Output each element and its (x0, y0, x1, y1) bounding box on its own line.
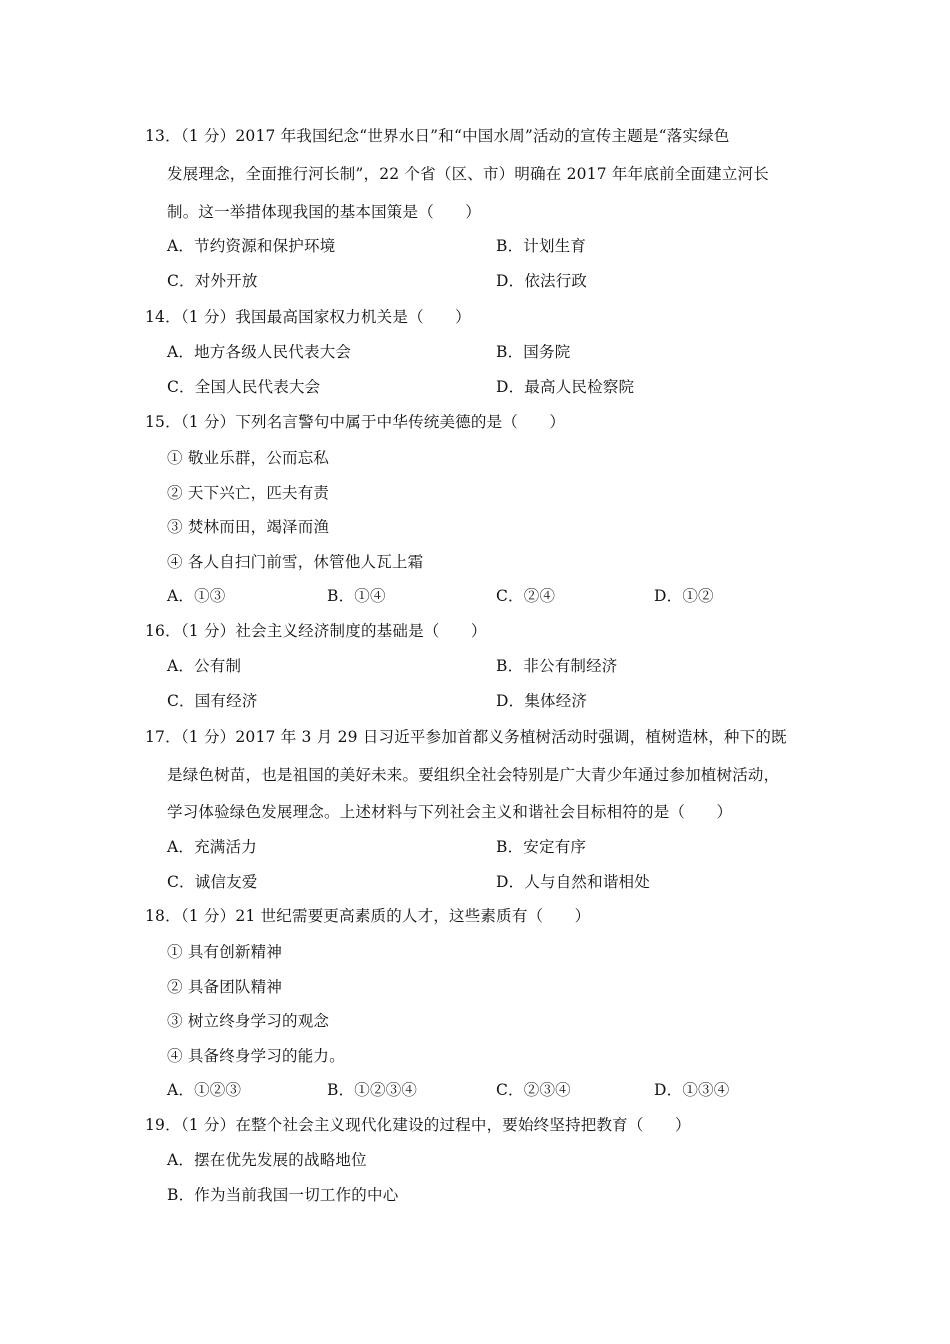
question-stem-line: 制。这一举措体现我国的基本国策是（ ） (167, 203, 482, 221)
option-b: B．作为当前我国一切工作的中心 (167, 1186, 399, 1204)
option-b: B．①④ (327, 587, 386, 605)
statement-item: ④ 具备终身学习的能力。 (167, 1047, 345, 1065)
option-a: A．地方各级人民代表大会 (167, 343, 352, 361)
question-stem-line: 19．（1 分）在整个社会主义现代化建设的过程中，要始终坚持把教育（ ） (145, 1116, 691, 1134)
option-b: B．计划生育 (496, 237, 587, 255)
question-stem-line: 16．（1 分）社会主义经济制度的基础是（ ） (145, 622, 487, 640)
option-c: C．全国人民代表大会 (167, 378, 321, 396)
option-d: D．最高人民检察院 (496, 378, 635, 396)
option-a: A．摆在优先发展的战略地位 (167, 1151, 367, 1169)
statement-item: ④ 各人自扫门前雪，休管他人瓦上霜 (167, 553, 424, 571)
statement-item: ① 具有创新精神 (167, 943, 283, 961)
option-a: A．节约资源和保护环境 (167, 237, 336, 255)
option-a: A．①②③ (167, 1081, 242, 1099)
option-c: C．对外开放 (167, 272, 258, 290)
option-b: B．安定有序 (496, 838, 587, 856)
question-stem-line: 学习体验绿色发展理念。上述材料与下列社会主义和谐社会目标相符的是（ ） (167, 803, 733, 821)
statement-item: ② 具备团队精神 (167, 978, 283, 996)
question-stem-line: 17．（1 分）2017 年 3 月 29 日习近平参加首都义务植树活动时强调，植树造林，种下的既 (145, 728, 787, 746)
option-b: B．国务院 (496, 343, 571, 361)
option-c: C．②④ (496, 587, 556, 605)
question-stem-line: 13．（1 分）2017 年我国纪念“世界水日”和“中国水周”活动的宣传主题是“落实绿色 (145, 127, 730, 145)
option-d: D．①② (654, 587, 714, 605)
question-stem-line: 是绿色树苗，也是祖国的美好未来。要组织全社会特别是广大青少年通过参加植树活动， (167, 766, 780, 784)
option-c: C．②③④ (496, 1081, 571, 1099)
statement-item: ① 敬业乐群，公而忘私 (167, 449, 330, 467)
option-d: D．依法行政 (496, 272, 588, 290)
question-stem-line: 15．（1 分）下列名言警句中属于中华传统美德的是（ ） (145, 413, 566, 431)
question-stem-line: 18．（1 分）21 世纪需要更高素质的人才，这些素质有（ ） (145, 907, 591, 925)
statement-item: ③ 焚林而田，竭泽而渔 (167, 518, 330, 536)
statement-item: ② 天下兴亡，匹夫有责 (167, 484, 330, 502)
option-d: D．人与自然和谐相处 (496, 873, 650, 891)
option-d: D．①③④ (654, 1081, 730, 1099)
statement-item: ③ 树立终身学习的观念 (167, 1012, 330, 1030)
option-c: C．诚信友爱 (167, 873, 258, 891)
option-a: A．①③ (167, 587, 226, 605)
question-stem-line: 14．（1 分）我国最高国家权力机关是（ ） (145, 308, 471, 326)
option-d: D．集体经济 (496, 692, 588, 710)
question-stem-line: 发展理念，全面推行河长制”，22 个省（区、市）明确在 2017 年年底前全面建立河长 (167, 165, 769, 183)
option-a: A．充满活力 (167, 838, 257, 856)
option-c: C．国有经济 (167, 692, 258, 710)
option-b: B．非公有制经济 (496, 657, 618, 675)
option-a: A．公有制 (167, 657, 242, 675)
option-b: B．①②③④ (327, 1081, 418, 1099)
